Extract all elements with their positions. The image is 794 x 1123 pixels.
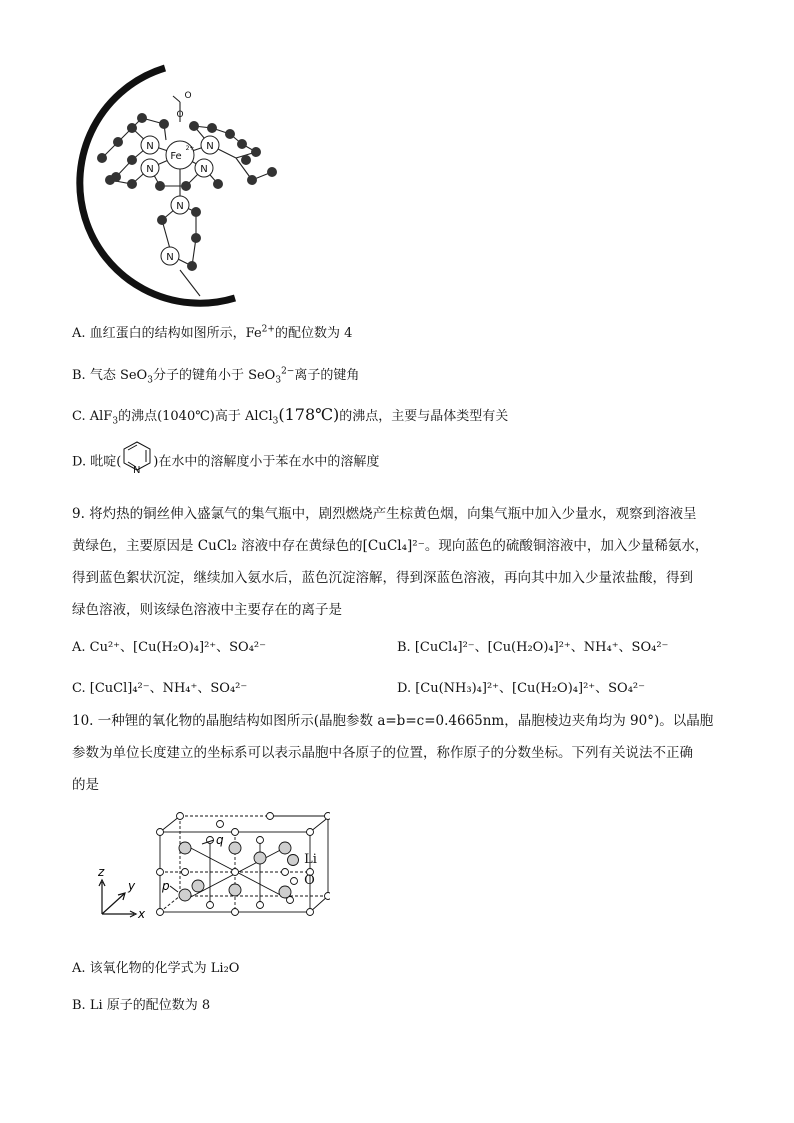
q9-option-c[interactable]: C. [CuCl]₄²⁻、NH₄⁺、SO₄²⁻ <box>72 681 248 696</box>
svg-text:N: N <box>133 465 141 474</box>
q9-stem: 9. 将灼热的铜丝伸入盛氯气的集气瓶中，剧烈燃烧产生棕黄色烟，向集气瓶中加入少量水，观察到溶液呈 黄绿色，主要原因是 CuCl₂ 溶液中存在黄绿色的[CuCl₄]²⁻。现向蓝色的硫酸铜溶液中，加入少量稀氨水， 得到蓝色絮状沉淀，继续加入氨水后，蓝色沉淀溶解，得到深蓝色溶液，再向其中加入少量浓盐酸，得到 绿色溶液，则该绿色溶液中主要存在的离子是 <box>72 506 709 618</box>
oxygen-label: O <box>176 110 184 120</box>
q8-option-a[interactable]: A. 血红蛋白的结构如图所示，$Fe^{2+}$的配位数为 4 <box>72 324 353 341</box>
label-p: p <box>162 879 170 893</box>
q10-option-b[interactable]: B. Li 原子的配位数为 8 <box>72 998 211 1013</box>
n-label: N <box>206 141 214 152</box>
axis-x-label: x <box>138 907 146 921</box>
hemoglobin-structure-figure <box>70 62 300 307</box>
pyridine-structure <box>121 440 153 474</box>
n-label: N <box>166 252 174 263</box>
fe-label: Fe <box>170 151 182 162</box>
legend-o: O <box>288 873 315 888</box>
n-label: N <box>146 141 154 152</box>
q10-stem: 10. 一种锂的氧化物的晶胞结构如图所示(晶胞参数 a=b=c=0.4665nm，晶胞棱边夹角均为 90°)。以晶胞 参数为单位长度建立的坐标系可以表示晶胞中各原子的位置，称作原子的分数坐标。下列有关说法不正确 的是 <box>72 713 714 793</box>
legend-li: Li <box>286 852 317 867</box>
axis-z-label: z <box>98 865 105 879</box>
q8-option-b[interactable]: B. 气态 SeO$_3$分子的键角小于 SeO$_3^{2-}$离子的键角 <box>72 366 360 386</box>
n-label: N <box>200 164 208 175</box>
q9-option-a[interactable]: A. Cu²⁺、[Cu(H₂O)₄]²⁺、SO₄²⁻ <box>72 640 266 655</box>
n-label: N <box>176 201 184 212</box>
q9-option-d[interactable]: D. [Cu(NH₃)₄]²⁺、[Cu(H₂O)₄]²⁺、SO₄²⁻ <box>397 681 645 696</box>
fe-charge: 2+ <box>185 145 195 152</box>
q8-option-c[interactable]: C. AlF$_3$的沸点(1040℃)高于 AlCl$_3$(178℃)的沸点，主要与晶体类型有关 <box>72 405 509 427</box>
oxygen-label: O <box>184 91 192 101</box>
unit-cell-figure <box>90 810 330 925</box>
axis-y-label: y <box>128 879 136 893</box>
label-q: q <box>216 833 224 847</box>
q8-option-d[interactable]: D. 吡啶( N )在水中的溶解度小于苯在水中的溶解度 <box>72 450 379 474</box>
n-label: N <box>146 164 154 175</box>
q9-option-b[interactable]: B. [CuCl₄]²⁻、[Cu(H₂O)₄]²⁺、NH₄⁺、SO₄²⁻ <box>397 640 669 655</box>
q10-option-a[interactable]: A. 该氧化物的化学式为 Li₂O <box>72 961 240 976</box>
